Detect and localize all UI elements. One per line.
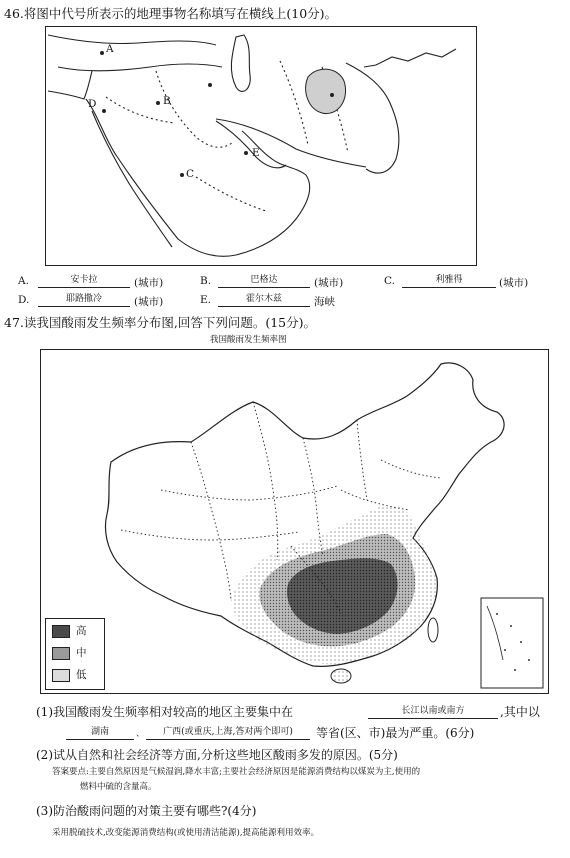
middle-east-map-drawing bbox=[46, 27, 476, 265]
legend-swatch-mid bbox=[52, 647, 70, 660]
map-label-c: C bbox=[186, 168, 195, 180]
q46-e-suffix: 海峡 bbox=[314, 296, 335, 308]
china-map-drawing bbox=[41, 350, 548, 693]
legend-swatch-low bbox=[52, 669, 70, 682]
q47-title: 47.读我国酸雨发生频率分布图,回答下列问题。(15分)。 bbox=[4, 315, 317, 330]
q47-sub1-text-c: 等省(区、市)最为严重。(6分) bbox=[316, 726, 475, 740]
q47-sub2-answer-line1: 答案要点:主要自然原因是气候湿润,降水丰富;主要社会经济原因是能源消费结构以煤炭为主,使用的 bbox=[52, 767, 421, 777]
legend-label-low: 低 bbox=[76, 669, 87, 681]
q46-d-prefix: D. bbox=[18, 294, 30, 306]
map-label-b: B bbox=[163, 95, 171, 107]
legend-swatch-high bbox=[52, 625, 70, 638]
map-label-e: E bbox=[252, 147, 260, 159]
q47-sub1-answer-b[interactable]: 湖南 bbox=[66, 726, 134, 740]
q46-e-prefix: E. bbox=[200, 294, 212, 306]
q46-c-answer[interactable]: 利雅得 bbox=[402, 274, 496, 288]
q46-a-prefix: A. bbox=[18, 275, 29, 287]
q46-a-answer[interactable]: 安卡拉 bbox=[38, 274, 130, 288]
q47-sub1-answer-a[interactable]: 长江以南或南方 bbox=[368, 705, 498, 719]
middle-east-map bbox=[45, 26, 477, 266]
q47-sub2-answer-line2: 燃料中硫的含量高。 bbox=[80, 782, 157, 792]
q47-sub1-text-b: ,其中以 bbox=[500, 705, 540, 719]
q47-sub1-answer-c[interactable]: 广西(或重庆,上海,答对两个即可) bbox=[146, 726, 310, 740]
q46-d-suffix: (城市) bbox=[134, 296, 164, 308]
q46-b-prefix: B. bbox=[200, 275, 212, 287]
q47-sub1-separator: 、 bbox=[136, 729, 145, 739]
q46-b-suffix: (城市) bbox=[314, 277, 344, 289]
q46-c-suffix: (城市) bbox=[499, 277, 529, 289]
china-map-title: 我国酸雨发生频率图 bbox=[210, 335, 287, 345]
map-label-d: D bbox=[88, 98, 97, 110]
china-acid-rain-map bbox=[40, 349, 549, 694]
legend bbox=[45, 618, 105, 690]
q47-sub3-answer: 采用脱硫技术,改变能源消费结构(或使用清洁能源),提高能源利用效率。 bbox=[52, 828, 320, 838]
q46-d-answer[interactable]: 耶路撒冷 bbox=[38, 293, 130, 307]
q46-b-answer[interactable]: 巴格达 bbox=[218, 274, 310, 288]
q47-sub2-question: (2)试从自然和社会经济等方面,分析这些地区酸雨多发的原因。(5分) bbox=[36, 748, 398, 762]
q46-a-suffix: (城市) bbox=[134, 277, 164, 289]
map-label-a: A bbox=[106, 43, 114, 55]
legend-label-high: 高 bbox=[76, 625, 87, 637]
q46-c-prefix: C. bbox=[384, 275, 395, 287]
q46-e-answer[interactable]: 霍尔木兹 bbox=[218, 293, 310, 307]
q47-sub3-question: (3)防治酸雨问题的对策主要有哪些?(4分) bbox=[36, 804, 257, 818]
q46-title: 46.将图中代号所表示的地理事物名称填写在横线上(10分)。 bbox=[4, 6, 338, 21]
q47-sub1-text-a: (1)我国酸雨发生频率相对较高的地区主要集中在 bbox=[36, 705, 293, 719]
legend-label-mid: 中 bbox=[76, 647, 87, 659]
